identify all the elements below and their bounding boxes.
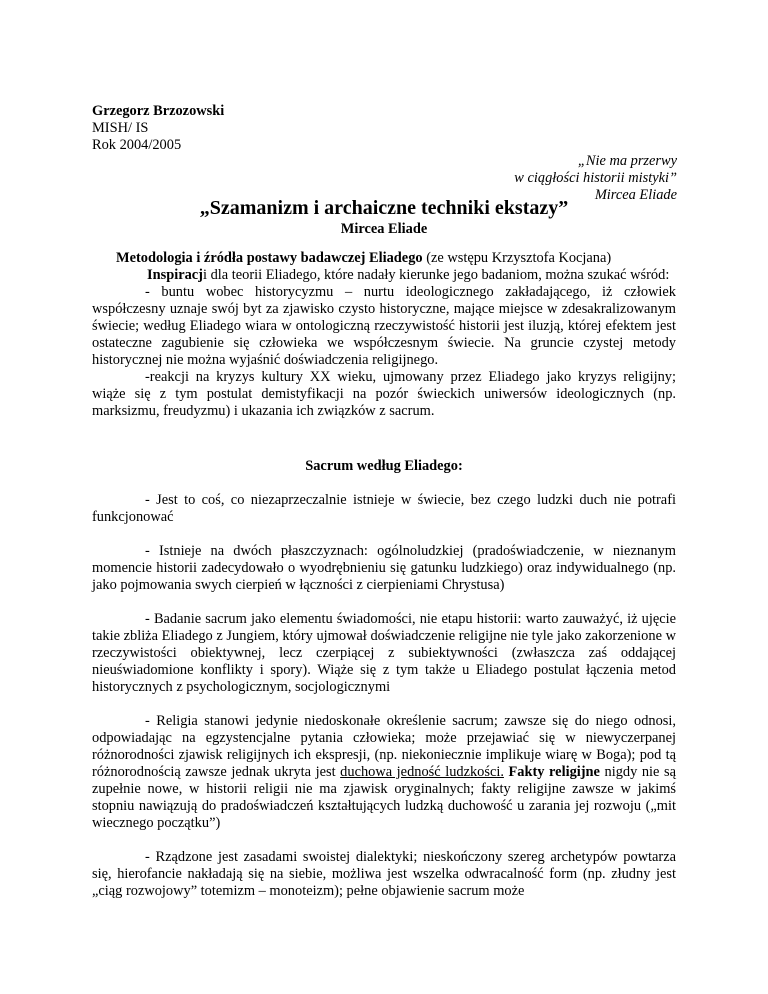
inspiration-bold: Inspiracj <box>147 267 203 283</box>
program-label: MISH/ IS <box>92 120 149 136</box>
section1-heading-line <box>92 250 676 267</box>
sacrum-paragraph-1: - Jest to coś, co niezaprzeczalnie istnieje w świecie, bez czego ludzki duch nie potrafi funkcjonować <box>92 492 676 525</box>
author-name: Grzegorz Brzozowski <box>92 103 225 119</box>
inspiration-paragraph <box>92 267 676 284</box>
motto-line-2: w ciągłości historii mistyki” <box>514 170 677 186</box>
motto-attribution: Mircea Eliade <box>594 187 677 203</box>
sacrum-p4-text: - Religia stanowi jedynie niedoskonałe określenie sacrum; zawsze się do niego odnosi, odpowiadając na egzystencjalne pytania człowieka; może przejawiać się w niewyczerpanej różnorodności zjawisk religijnych ich ekspresji, (np. niekoniecznie implikuje wiarę w Boga); pod tą różnorodnością zawsze jednak ukryta jest <box>92 713 676 780</box>
inspiration-point-2: -reakcji na kryzys kultury XX wieku, ujmowany przez Eliadego jako kryzys religijny; wiąże się z tym postulat demistyfikacji na pozór świeckich uniwersów ideologicznych (np. marksizmu, freudyzmu) i ukazania ich związków z sacrum. <box>92 369 676 419</box>
sacrum-p4-bold: Fakty religijne <box>508 764 600 780</box>
section1-heading-note: (ze wstępu Krzysztofa Kocjana) <box>422 250 612 266</box>
sacrum-p4-rest: nigdy nie są zupełnie nowe, w historii religii nie ma zjawisk oryginalnych; fakty religijne zawsze w jakimś stopniu nawiązują do pradoświadczeń kształtujących ludzką duchowość u zarania jej rozwoju („mit wiecznego początku”) <box>92 764 676 831</box>
sacrum-paragraph-4 <box>92 713 676 832</box>
sacrum-paragraph-5: - Rządzone jest zasadami swoistej dialektyki; nieskończony szereg archetypów powtarza się, hierofancie nakładają się na siebie, możliwa jest wszelka odwracalność form (np. złudny jest „ciąg rozwojowy” totemizm – monoteizm); pełne objawienie sacrum może <box>92 849 676 899</box>
year-label: Rok 2004/2005 <box>92 137 182 153</box>
document-title: „Szamanizm i archaiczne techniki ekstazy” <box>199 197 569 219</box>
document-subtitle: Mircea Eliade <box>340 221 428 237</box>
inspiration-point-1: - buntu wobec historycyzmu – nurtu ideologicznego zakładającego, iż człowiek współczesny uznaje swój byt za zjawisko czysto historyczne, mające miejsce w zdesakralizowanym świecie; według Eliadego wiara w ontologiczną rzeczywistość historii jest iluzją, której efektem jest ostateczne zagubienie się człowieka we współczesnym świecie. Na gruncie czystej metody historycznej nie można wyjaśnić doświadczenia religijnego. <box>92 284 676 368</box>
sacrum-p4-underlined: duchowa jedność ludzkości. <box>340 764 504 780</box>
motto-line-1: „Nie ma przerwy <box>577 153 677 169</box>
author-block <box>92 103 392 154</box>
document-body <box>92 250 676 900</box>
section1-heading: Metodologia i źródła postawy badawczej Eliadego <box>116 250 423 266</box>
sacrum-paragraph-3: - Badanie sacrum jako elementu świadomości, nie etapu historii: warto zauważyć, iż ujęcie takie zbliża Eliadego z Jungiem, który ujmował doświadczenie religijne nie tyle jako zakorzenione w rzeczywistości obiektywnej, lecz czerpiącej z subiektywności (zwłaszcza zaś oddającej nieuświadomione konflikty i spory). Wiąże się z tym także u Eliadego postulat łączenia metod historycznych z psychologicznym, socjologicznymi <box>92 611 676 695</box>
inspiration-text: i dla teorii Eliadego, które nadały kierunke jego badaniom, można szukać wśród: <box>202 267 670 283</box>
section2-heading: Sacrum według Eliadego: <box>305 458 463 474</box>
sacrum-paragraph-2: - Istnieje na dwóch płaszczyznach: ogólnoludzkiej (pradoświadczenie, w nieznanym momencie historii zadecydowało o wyodrębnieniu się gatunku ludzkiego) oraz indywidualnego (np. jako pojmowania swych cierpień w łączności z cierpieniami Chrystusa) <box>92 543 676 593</box>
